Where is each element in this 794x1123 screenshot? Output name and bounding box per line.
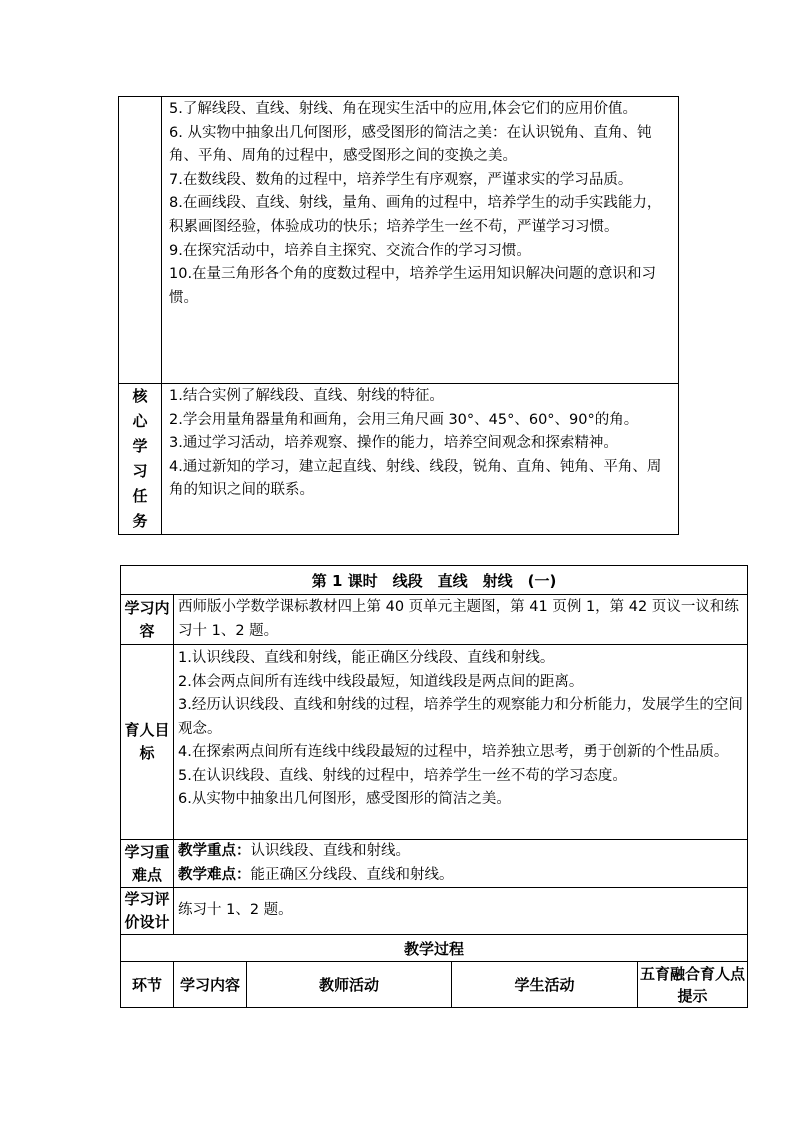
col-header: 教师活动 (247, 962, 452, 1008)
goal-item: 6.从实物中抽象出几何图形，感受图形的简洁之美。 (178, 791, 511, 807)
label-char: 任 (132, 487, 148, 505)
goals-label: 育人目标 (121, 645, 174, 840)
goal-item: 2.体会两点间所有连线中线段最短，知道线段是两点间的距离。 (178, 673, 584, 690)
label-char: 核 (132, 387, 148, 405)
core-tasks-row (119, 384, 679, 535)
difficulty-text: 能正确区分线段、直线和射线。 (250, 866, 454, 883)
evaluation-row (121, 888, 748, 935)
col-header: 学生活动 (452, 962, 638, 1008)
objectives-table (118, 96, 679, 535)
task-item: 2.学会用量角器量角和画角，会用三角尺画 30°、45°、60°、90°的角。 (169, 411, 639, 428)
goal-item: 7.在数线段、数角的过程中，培养学生有序观察，严谨求实的学习品质。 (169, 171, 633, 188)
key-points-label: 学习重难点 (121, 840, 174, 888)
key-point-label: 教学重点： (178, 843, 251, 859)
task-item: 1.结合实例了解线段、直线、射线的特征。 (169, 388, 444, 404)
evaluation-label: 学习评价设计 (121, 888, 174, 935)
difficulty-label: 教学难点： (178, 866, 251, 883)
goal-item: 4.在探索两点间所有连线中线段最短的过程中，培养独立思考，勇于创新的个性品质。 (178, 744, 729, 760)
col-header: 五育融合育人点提示 (638, 962, 748, 1008)
core-tasks-cell (162, 384, 679, 535)
goal-item: 1.认识线段、直线和射线，能正确区分线段、直线和射线。 (178, 650, 555, 666)
col-header: 环节 (121, 962, 174, 1008)
goal-item: 3.经历认识线段、直线和射线的过程，培养学生的观察能力和分析能力，发展学生的空间观念。 (178, 697, 743, 737)
goal-item: 10.在量三角形各个角的度数过程中，培养学生运用知识解决问题的意识和习惯。 (169, 266, 657, 306)
label-char: 学 (132, 437, 148, 455)
label-char: 心 (132, 412, 148, 430)
content-text: 西师版小学数学课标教材四上第 40 页单元主题图，第 41 页例 1，第 42 页议一议和练习十 1、2 题。 (174, 595, 748, 645)
goals-row (121, 645, 748, 840)
goal-item: 5.了解线段、直线、射线、角在现实生活中的应用,体会它们的应用价值。 (169, 101, 637, 117)
goal-item: 8.在画线段、直线、射线，量角、画角的过程中，培养学生的动手实践能力，积累画图经验，体验成功的快乐；培养学生一丝不苟，严谨学习习惯。 (169, 195, 662, 235)
empty-label-cell (119, 97, 162, 384)
lesson-title: 第 1 课时 线段 直线 射线 (一) (121, 566, 748, 595)
col-header: 学习内容 (174, 962, 247, 1008)
content-row (121, 595, 748, 645)
key-point-text: 认识线段、直线和射线。 (250, 843, 410, 859)
task-item: 4.通过新知的学习，建立起直线、射线、线段，锐角、直角、钝角、平角、周角的知识之间的联系。 (169, 458, 662, 499)
content-label: 学习内容 (121, 595, 174, 645)
goal-item: 5.在认识线段、直线、射线的过程中，培养学生一丝不苟的学习态度。 (178, 767, 627, 784)
core-tasks-label (119, 384, 162, 535)
process-title: 教学过程 (121, 935, 748, 962)
goals-continued-cell (162, 97, 679, 384)
goals-continued-row (119, 97, 679, 384)
label-char: 务 (132, 512, 148, 530)
key-points-cell (174, 840, 748, 888)
goal-item: 6. 从实物中抽象出几何图形，感受图形的简洁之美：在认识锐角、直角、钝角、平角、周角的过程中，感受图形之间的变换之美。 (169, 124, 652, 165)
task-item: 3.通过学习活动，培养观察、操作的能力，培养空间观念和探索精神。 (169, 435, 618, 452)
goals-cell (174, 645, 748, 840)
key-points-row (121, 840, 748, 888)
process-header-row (121, 962, 748, 1008)
evaluation-text: 练习十 1、2 题。 (174, 888, 748, 935)
lesson-table (120, 565, 748, 1008)
goal-item: 9.在探究活动中，培养自主探究、交流合作的学习习惯。 (169, 242, 531, 259)
label-char: 习 (132, 462, 148, 480)
